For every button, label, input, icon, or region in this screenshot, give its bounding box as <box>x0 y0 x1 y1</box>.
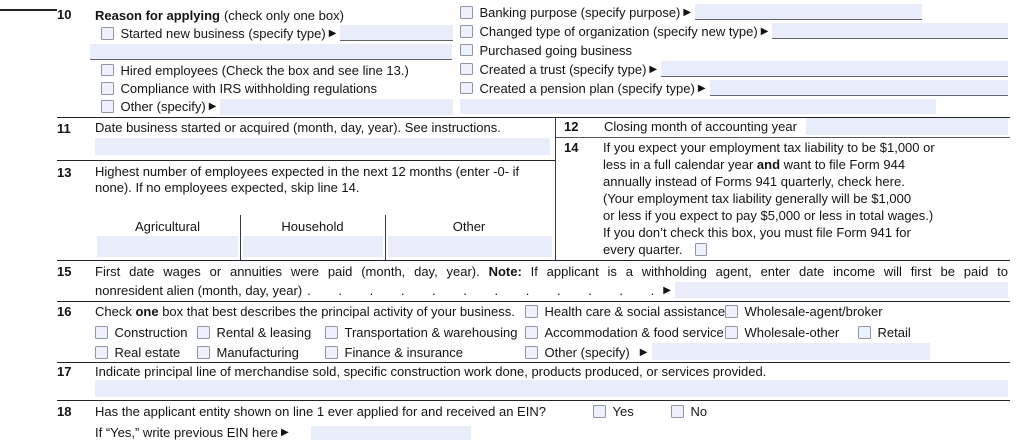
arrow-icon: ▶ <box>697 82 706 94</box>
started-new-business-input-continued[interactable] <box>90 44 452 60</box>
pension-plan-row2 <box>460 97 1008 116</box>
transportation-checkbox[interactable] <box>325 326 338 339</box>
line10-left-column <box>95 6 453 116</box>
started-new-business-row2 <box>95 43 453 61</box>
line17-number: 17 <box>57 364 72 379</box>
agricultural-column-header: Agricultural <box>134 219 201 234</box>
line10-number: 10 <box>57 7 72 22</box>
divider-top-stub <box>0 9 57 11</box>
finance-insurance-checkbox[interactable] <box>325 346 338 359</box>
created-trust-checkbox[interactable] <box>460 63 473 76</box>
started-new-business-input[interactable] <box>340 25 453 41</box>
line13-label-line1: Highest number of employees expected in the next 12 months (enter -0- if <box>95 164 520 179</box>
construction-checkbox[interactable] <box>95 326 108 339</box>
purchased-business-row <box>460 41 1008 60</box>
agricultural-employees-input[interactable] <box>97 236 238 257</box>
other-reason-row <box>95 97 453 115</box>
arrow-icon: ▶ <box>208 101 217 113</box>
household-employees-input[interactable] <box>243 236 383 257</box>
arrow-icon: ▶ <box>281 427 289 438</box>
line14-line7 <box>603 241 1009 258</box>
wholesale-other-checkbox[interactable] <box>725 326 738 339</box>
accommodation-option <box>525 325 724 340</box>
manufacturing-option <box>197 345 299 360</box>
line16-intro <box>95 304 515 319</box>
created-trust-label: Created a trust (specify type) <box>479 61 647 77</box>
pension-plan-label: Created a pension plan (specify type) <box>479 80 695 96</box>
line13-label-line2: none). If no employees expected, skip line 14. <box>95 180 360 195</box>
line11-number: 11 <box>57 121 71 136</box>
wholesale-agent-checkbox[interactable] <box>725 305 738 318</box>
line14-line5: or less if you expect to pay $5,000 or less in total wages.) <box>603 208 934 223</box>
divider-below-line13-14 <box>57 260 1010 262</box>
wholesale-other-label: Wholesale-other <box>744 325 840 340</box>
arrow-icon: ▶ <box>639 347 648 358</box>
line15-line1c: If applicant is a withholding agent, enter date income will first be paid to <box>521 264 1008 279</box>
other-reason-input[interactable] <box>220 99 453 115</box>
ein-yes-label: Yes <box>612 404 634 419</box>
ein-no-label: No <box>690 404 708 419</box>
finance-insurance-option <box>325 345 463 360</box>
previous-ein-label: If “Yes,” write previous EIN here <box>95 425 279 440</box>
line14-line4: (Your employment tax liability generally will be $1,000 <box>603 191 912 206</box>
line15-number: 15 <box>57 264 72 279</box>
line14-text-block <box>603 139 1009 258</box>
divider-below-line11 <box>57 160 555 162</box>
banking-purpose-label: Banking purpose (specify purpose) <box>479 4 681 20</box>
ein-no-checkbox[interactable] <box>671 405 684 418</box>
previous-ein-input[interactable] <box>311 426 471 440</box>
line13-number: 13 <box>57 165 72 180</box>
arrow-icon: ▶ <box>683 6 692 18</box>
other-column-header: Other <box>452 219 486 234</box>
accommodation-label: Accommodation & food service <box>544 325 724 340</box>
line14-line2a: less in a full calendar year <box>603 157 757 172</box>
purchased-business-label: Purchased going business <box>479 42 632 58</box>
started-new-business-row <box>95 24 453 42</box>
line14-line7-text: every quarter. <box>603 242 683 257</box>
transportation-option <box>325 325 517 340</box>
line11-label: Date business started or acquired (month, day, year). See instructions. <box>95 120 501 135</box>
other-reason-checkbox[interactable] <box>101 100 114 113</box>
changed-type-checkbox[interactable] <box>460 25 473 38</box>
line15-text-line1 <box>95 264 1008 279</box>
line14-line2c: want to file Form 944 <box>780 157 906 172</box>
line15-line1a: First date wages or annuities were paid (month, day, year). <box>95 264 489 279</box>
other-activity-label: Other (specify) <box>544 345 630 360</box>
health-care-option <box>525 304 725 319</box>
closing-month-input[interactable] <box>806 118 1008 135</box>
banking-purpose-checkbox[interactable] <box>460 6 473 19</box>
line10-right-column <box>460 3 1008 116</box>
line15-note-bold: Note: <box>488 264 522 279</box>
line16-intro-bold: one <box>135 304 159 319</box>
line12-number: 12 <box>564 119 579 134</box>
pension-plan-input-continued[interactable] <box>460 99 936 114</box>
line10-title-row <box>95 6 453 24</box>
pension-plan-row <box>460 79 1008 98</box>
first-wages-date-input[interactable] <box>675 282 1008 298</box>
started-new-business-label: Started new business (specify type) <box>120 25 326 41</box>
changed-type-label: Changed type of organization (specify new type) <box>479 23 758 39</box>
divider-below-line15 <box>57 301 1010 303</box>
other-activity-input[interactable] <box>652 343 930 360</box>
line14-line2 <box>603 156 1009 173</box>
banking-purpose-row <box>460 3 1008 22</box>
wholesale-other-option <box>725 325 839 340</box>
hired-employees-row <box>95 61 453 79</box>
dot-leader: . . . . . . . . . . . . <box>307 282 656 298</box>
rental-leasing-checkbox[interactable] <box>197 326 210 339</box>
divider-below-line16 <box>57 362 1010 364</box>
other-activity-option <box>525 345 651 360</box>
real-estate-checkbox[interactable] <box>95 346 108 359</box>
construction-option <box>95 325 187 340</box>
previous-ein-row <box>95 425 293 440</box>
retail-checkbox[interactable] <box>858 326 871 339</box>
line16-intro-c: box that best describes the principal activity of your business. <box>158 304 515 319</box>
started-new-business-checkbox[interactable] <box>101 27 114 40</box>
line16-intro-a: Check <box>95 304 136 319</box>
arrow-icon: ▶ <box>649 63 658 75</box>
line14-line2-bold: and <box>756 157 781 172</box>
created-trust-input[interactable] <box>661 61 1008 77</box>
line10-title-paren: (check only one box) <box>223 7 344 23</box>
household-column-header: Household <box>281 219 344 234</box>
line16-intro-text <box>95 304 515 319</box>
wholesale-agent-label: Wholesale-agent/broker <box>744 304 883 319</box>
construction-label: Construction <box>114 325 188 340</box>
banking-purpose-input[interactable] <box>695 4 922 20</box>
other-activity-checkbox[interactable] <box>525 346 538 359</box>
divider-vertical-center <box>555 117 556 260</box>
created-trust-row <box>460 60 1008 79</box>
real-estate-label: Real estate <box>114 345 181 360</box>
line15-line2-text: nonresident alien (month, day, year) <box>95 282 303 298</box>
arrow-icon: ▶ <box>760 25 769 37</box>
changed-type-input[interactable] <box>772 23 1008 39</box>
line17-label: Indicate principal line of merchandise sold, specific construction work done, products produced, or services provided. <box>95 364 767 379</box>
ein-yes-option <box>593 404 634 419</box>
line10-title: Reason for applying <box>95 7 220 23</box>
rental-leasing-label: Rental & leasing <box>216 325 312 340</box>
ein-yes-checkbox[interactable] <box>593 405 606 418</box>
manufacturing-label: Manufacturing <box>216 345 299 360</box>
line12-label: Closing month of accounting year <box>604 119 797 134</box>
pension-plan-checkbox[interactable] <box>460 82 473 95</box>
compliance-checkbox[interactable] <box>101 82 114 95</box>
line14-line6: If you don’t check this box, you must file Form 941 for <box>603 225 911 240</box>
retail-option <box>858 325 911 340</box>
line15-text-line2 <box>95 281 1008 299</box>
purchased-business-checkbox[interactable] <box>460 44 473 57</box>
rental-leasing-option <box>197 325 311 340</box>
finance-insurance-label: Finance & insurance <box>344 345 464 360</box>
real-estate-option <box>95 345 180 360</box>
hired-employees-label: Hired employees (Check the box and see line 13.) <box>120 62 409 78</box>
arrow-icon: ▶ <box>663 284 671 296</box>
compliance-label: Compliance with IRS withholding regulations <box>120 80 378 96</box>
line14-line3: annually instead of Forms 941 quarterly, check here. <box>603 174 905 189</box>
line14-line1: If you expect your employment tax liability to be $1,000 or <box>603 140 935 155</box>
line14-number: 14 <box>564 140 579 155</box>
compliance-row <box>95 79 453 97</box>
line16-number: 16 <box>57 304 72 319</box>
date-business-started-input[interactable] <box>95 138 550 155</box>
divider-below-line17 <box>57 400 1010 402</box>
accommodation-checkbox[interactable] <box>525 326 538 339</box>
line18-number: 18 <box>57 404 72 419</box>
other-reason-label: Other (specify) <box>120 99 206 115</box>
other-employees-input[interactable] <box>388 236 552 257</box>
form944-checkbox[interactable] <box>695 243 708 256</box>
arrow-icon: ▶ <box>328 27 337 39</box>
divider-below-line12 <box>555 137 1010 138</box>
line18-question: Has the applicant entity shown on line 1 ever applied for and received an EIN? <box>95 404 546 419</box>
health-care-checkbox[interactable] <box>525 305 538 318</box>
health-care-label: Health care & social assistance <box>544 304 726 319</box>
hired-employees-checkbox[interactable] <box>101 64 114 77</box>
line13-label <box>95 164 519 196</box>
principal-merchandise-input[interactable] <box>95 380 1008 397</box>
ein-no-option <box>671 404 707 419</box>
changed-type-row <box>460 22 1008 41</box>
pension-plan-input[interactable] <box>710 80 1008 96</box>
wholesale-agent-option <box>725 304 883 319</box>
manufacturing-checkbox[interactable] <box>197 346 210 359</box>
retail-label: Retail <box>877 325 911 340</box>
transportation-label: Transportation & warehousing <box>344 325 518 340</box>
